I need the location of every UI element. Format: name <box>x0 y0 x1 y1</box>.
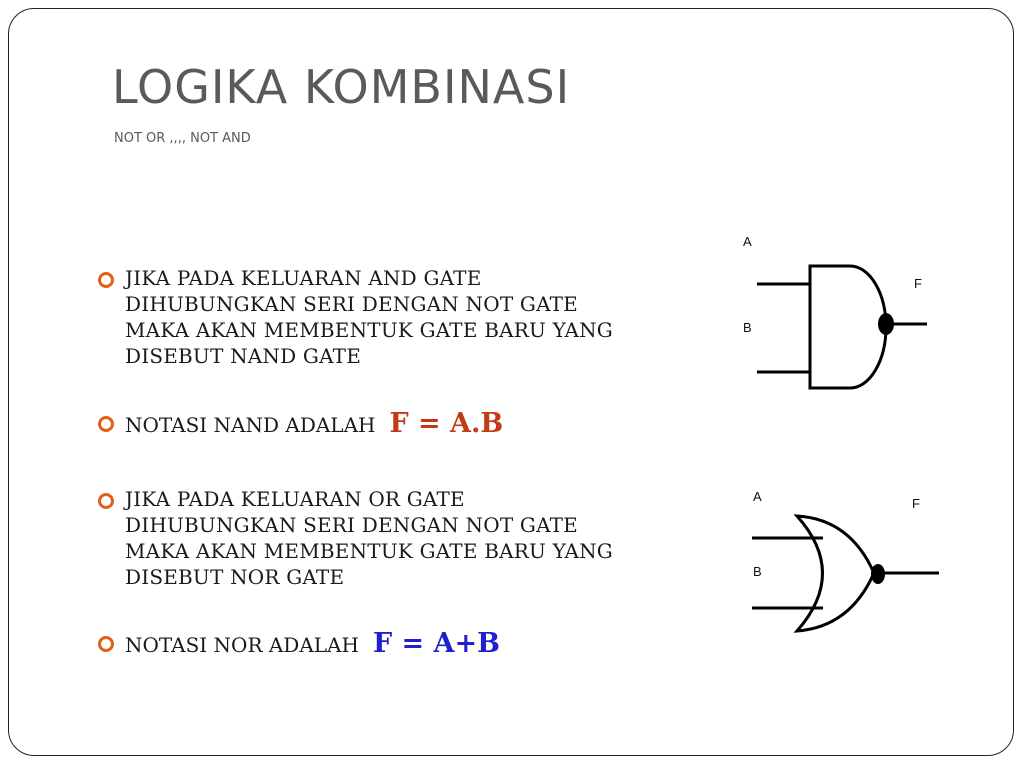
text-line: DISEBUT NOR GATE <box>125 565 345 589</box>
slide-subtitle: NOT OR ,,,, NOT AND <box>114 131 251 146</box>
nand-gate-body <box>810 266 886 388</box>
nor-gate-symbol <box>752 516 939 631</box>
text-line: DIHUBUNGKAN SERI DENGAN NOT GATE <box>125 513 578 537</box>
nor-label-f: F <box>912 496 920 511</box>
notation-label: NOTASI NAND ADALAH <box>125 413 376 437</box>
text-line: DIHUBUNGKAN SERI DENGAN NOT GATE <box>125 292 578 316</box>
text-line: JIKA PADA KELUARAN AND GATE <box>125 266 482 290</box>
slide-title: LOGIKA KOMBINASI <box>112 60 571 114</box>
nand-formula: F = A.B <box>389 408 504 439</box>
nand-label-b: B <box>743 320 752 335</box>
nand-label-a: A <box>743 234 752 249</box>
nand-inverter-bubble <box>878 313 894 335</box>
notation-label: NOTASI NOR ADALAH <box>125 633 359 657</box>
text-line: MAKA AKAN MEMBENTUK GATE BARU YANG <box>125 539 613 563</box>
text-line: MAKA AKAN MEMBENTUK GATE BARU YANG <box>125 318 613 342</box>
text-line: DISEBUT NAND GATE <box>125 344 361 368</box>
nor-formula: F = A+B <box>372 628 500 659</box>
nand-label-f: F <box>914 276 922 291</box>
text-line: JIKA PADA KELUARAN OR GATE <box>125 487 465 511</box>
nor-gate-body <box>797 516 874 631</box>
nor-inverter-bubble <box>871 564 885 584</box>
nor-label-b: B <box>753 564 762 579</box>
nand-gate-symbol <box>757 266 927 388</box>
nor-label-a: A <box>753 489 762 504</box>
